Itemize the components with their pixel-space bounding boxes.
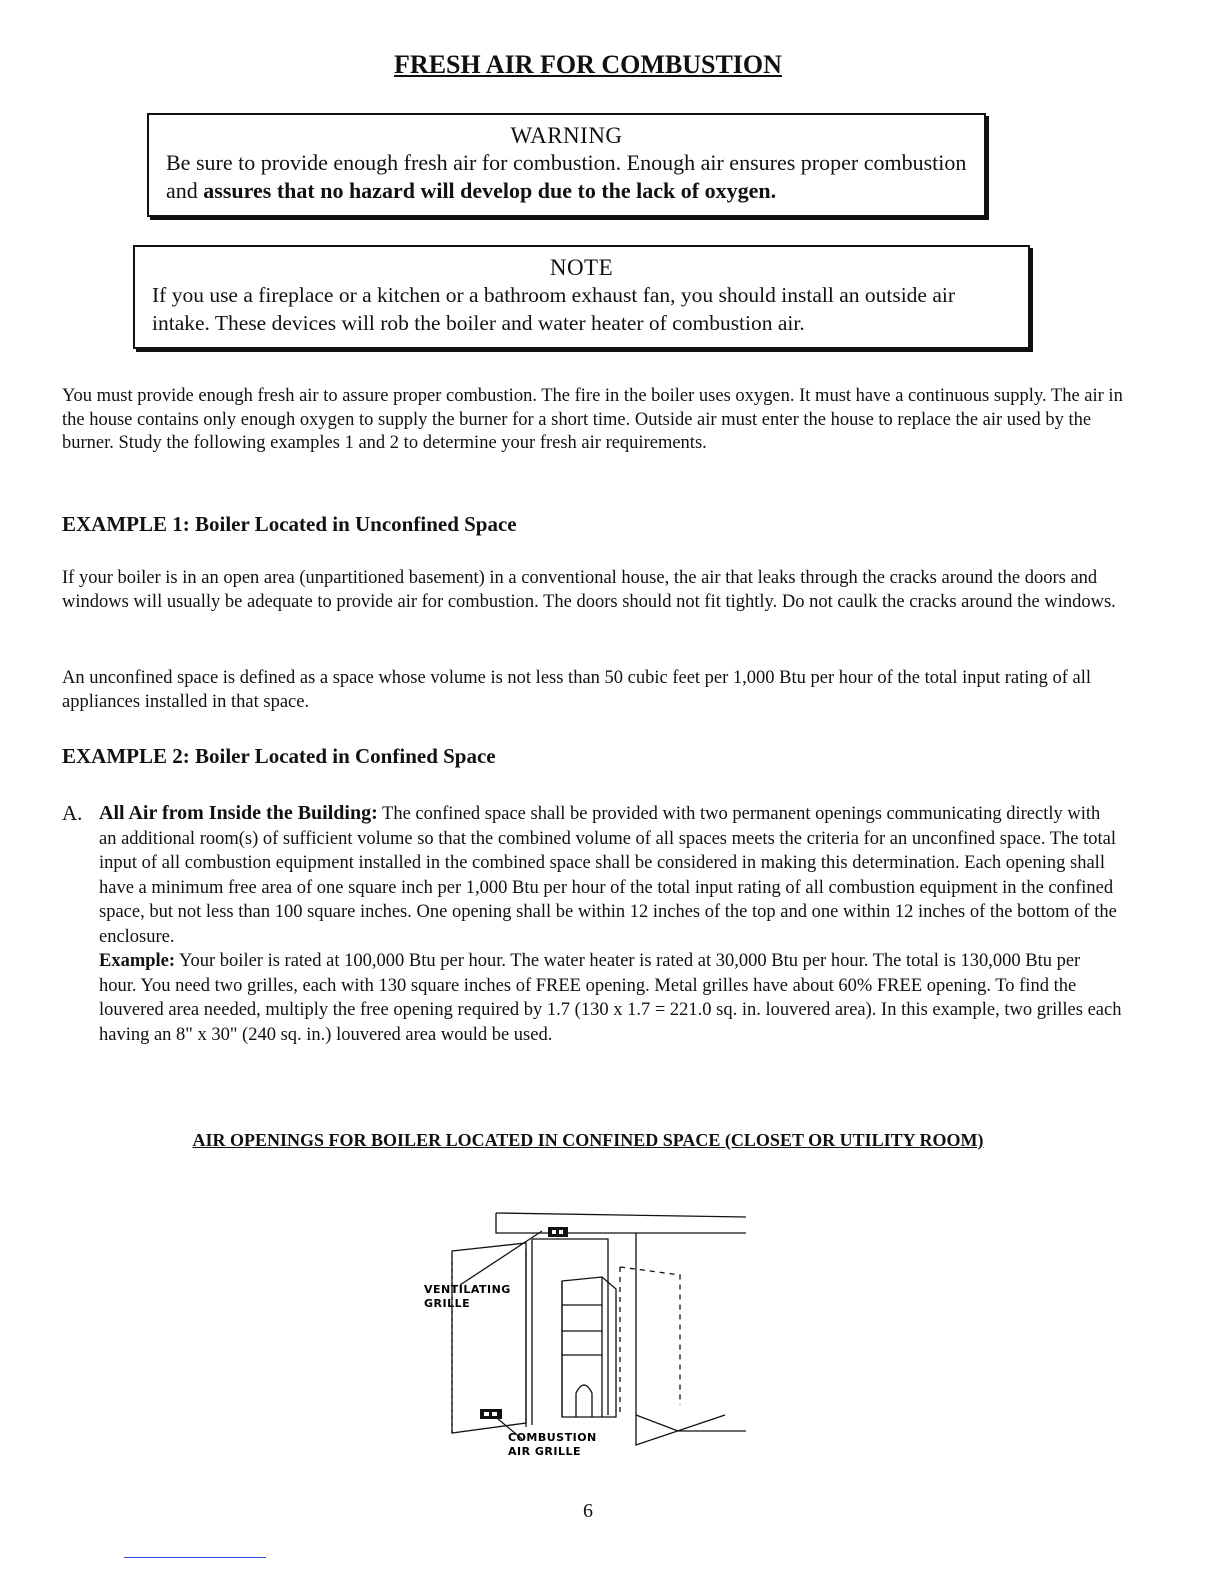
- closet-illustration: [420, 1205, 750, 1465]
- burner-opening: [576, 1385, 592, 1417]
- warning-text: [149, 149, 984, 205]
- vent-pointer: [460, 1231, 542, 1285]
- vent-label-line1: VENTILATING: [424, 1283, 511, 1296]
- warning-box: [147, 113, 986, 217]
- example-1-paragraph-1: If your boiler is in an open area (unpartitioned basement) in a conventional house, the air that leaks through the cracks around the doors and windows will usually be adequate to provide air for combustion. The doors should not fit tightly. Do not caulk the cracks around the windows.: [62, 568, 1116, 612]
- item-a-example-text: Your boiler is rated at 100,000 Btu per hour. The water heater is rated at 30,000 Btu per hour. The total is 130,000 Btu per hour. You need two grilles, each with 130 square inches of FREE opening. Metal grilles have about 60% FREE opening. To find the louvered area needed, multiply the free opening required by 1.7 (130 x 1.7 = 221.0 sq. in. louvered area). In this example, two grilles each having an 8" x 30" (240 sq. in.) louvered area would be used.: [99, 951, 1122, 1045]
- example-1-paragraph-2: An unconfined space is defined as a space whose volume is not less than 50 cubic feet per 1,000 Btu per hour of the total input rating of all appliances installed in that space.: [62, 668, 1092, 712]
- door-frame-top: [532, 1239, 608, 1415]
- page-title: FRESH AIR FOR COMBUSTION: [394, 50, 782, 79]
- note-text: If you use a fireplace or a kitchen or a bathroom exhaust fan, you should install an outside air intake. These devices will rob the boiler and water heater of combustion air.: [152, 283, 956, 335]
- comb-label-line2: AIR GRILLE: [508, 1445, 582, 1458]
- item-a-example-lead: Example:: [99, 951, 176, 971]
- item-a-text: The confined space shall be provided with two permanent openings communicating directly with an additional room(s) of sufficient volume so that the combined volume of all spaces meets the criteria for an unconfined space. The total input of all combustion equipment installed in the combined space shall be considered in making this determination. Each opening shall have a minimum free area of one square inch per 1,000 Btu per hour of the total input rating of all combustion equipment in the confined space, but not less than 100 square inches. One opening shall be within 12 inches of the top and one within 12 inches of the bottom of the enclosure.: [99, 804, 1117, 947]
- open-door: [452, 1243, 526, 1433]
- intro-paragraph: You must provide enough fresh air to assure proper combustion. The fire in the boiler uses oxygen. It must have a continuous supply. The air in the house contains only enough oxygen to supply the burner for a short time. Outside air must enter the house to replace the air used by the burner. Study the following examples 1 and 2 to determine your fresh air requirements.: [62, 386, 1123, 453]
- ventilating-grille-mark: [548, 1227, 568, 1237]
- example-1-heading: EXAMPLE 1: Boiler Located in Unconfined Space: [62, 512, 517, 536]
- footer-rule: [124, 1557, 266, 1558]
- item-a-marker: A.: [62, 801, 83, 825]
- item-a-lead: All Air from Inside the Building:: [99, 802, 378, 824]
- page-number: 6: [583, 1500, 593, 1522]
- comb-label-line1: COMBUSTION: [508, 1431, 597, 1444]
- vent-label-line2: GRILLE: [424, 1297, 471, 1310]
- warning-text-bold: assures that no hazard will develop due to the lack of oxygen.: [203, 178, 777, 203]
- combustion-grille-mark: [480, 1409, 502, 1419]
- example-2-item-a: [62, 801, 1122, 1047]
- ceiling-line: [496, 1213, 746, 1217]
- floor-right-line: [636, 1415, 746, 1431]
- item-a-body: [62, 801, 1122, 1047]
- confined-space-figure: [420, 1205, 750, 1470]
- note-heading: NOTE: [549, 255, 614, 280]
- example-2-heading: EXAMPLE 2: Boiler Located in Confined Space: [62, 744, 496, 768]
- warning-heading: WARNING: [510, 123, 623, 148]
- figure-caption: AIR OPENINGS FOR BOILER LOCATED IN CONFINED SPACE (CLOSET OR UTILITY ROOM): [192, 1130, 984, 1150]
- note-box: [133, 245, 1030, 349]
- warning-text-plain: Be sure to provide enough fresh air for combustion. Enough air ensures proper combustion and: [166, 150, 967, 203]
